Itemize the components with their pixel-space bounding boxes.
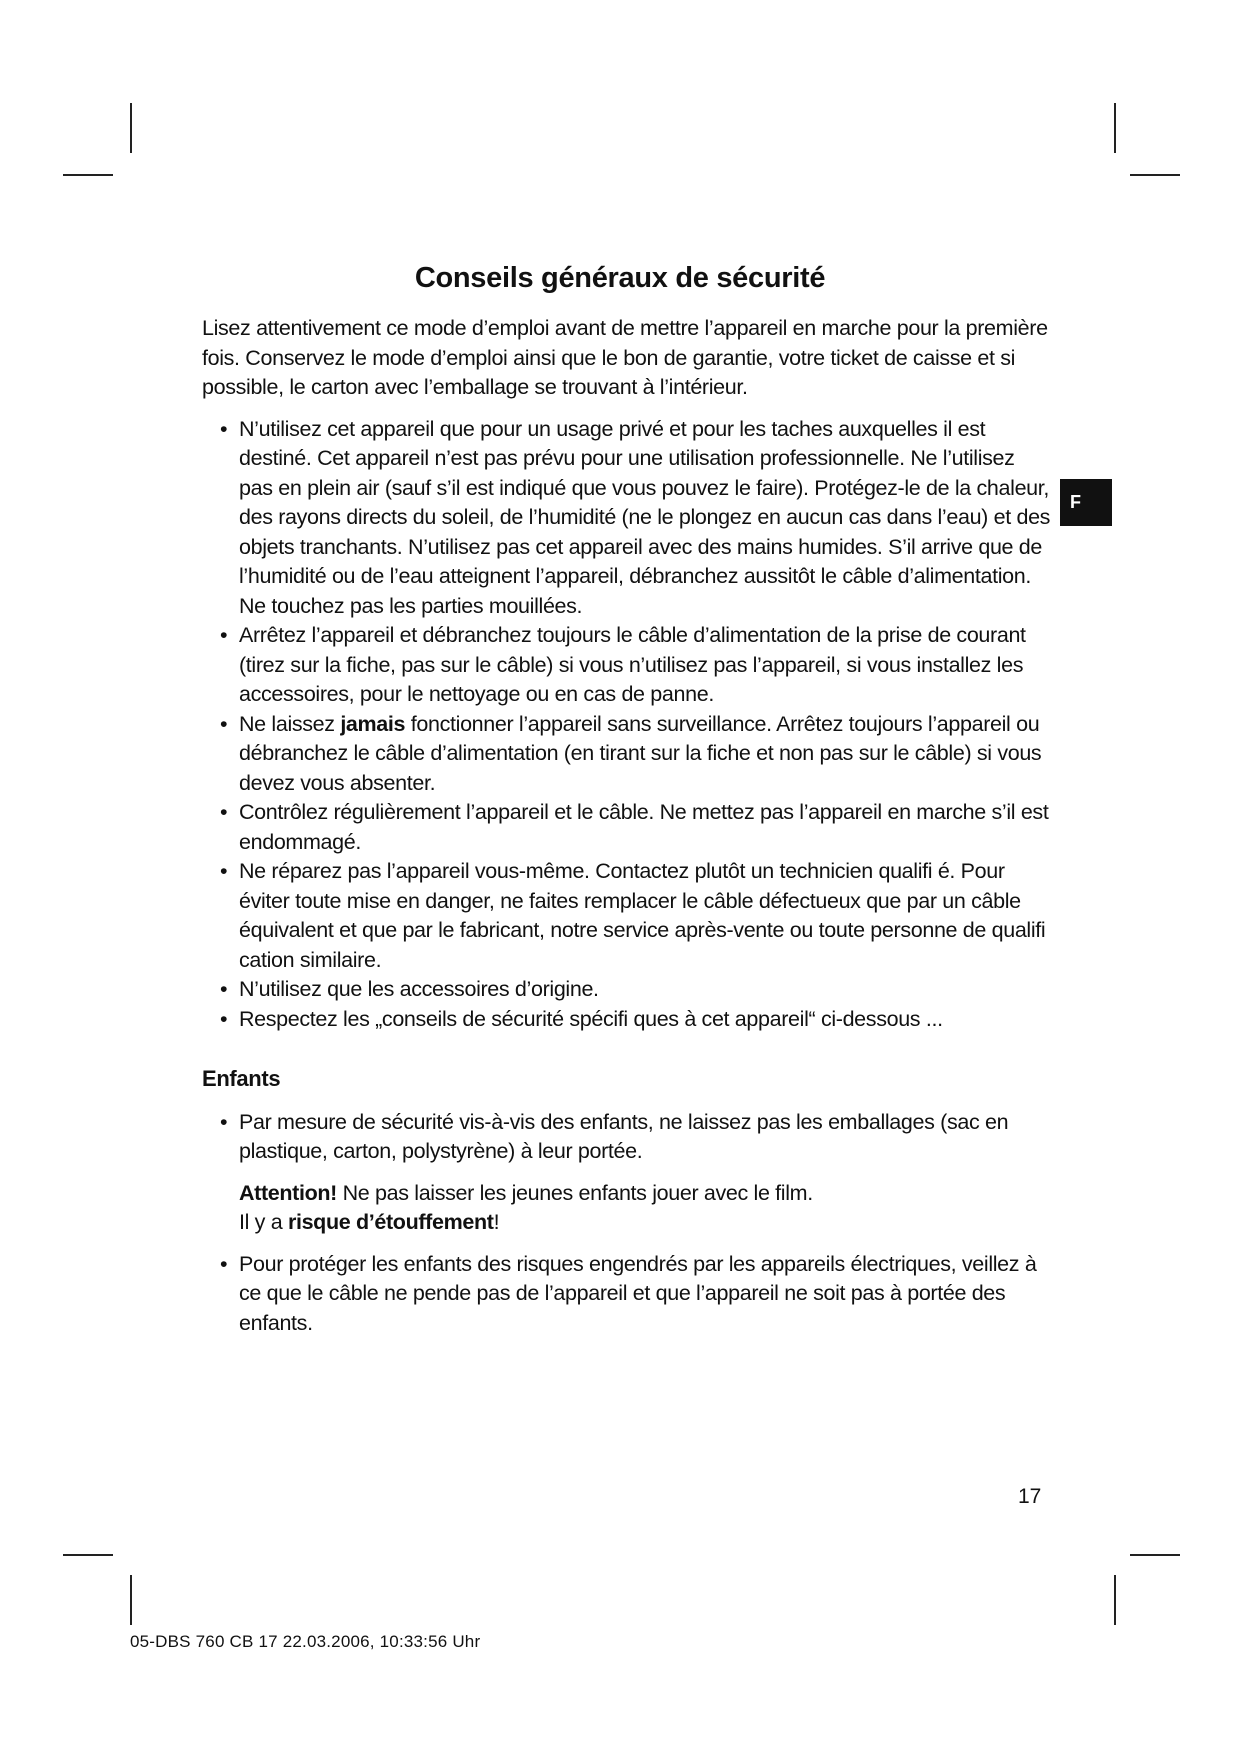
bullet-glyph: • [220, 800, 228, 824]
crop-mark-bottom-left-vertical [130, 1575, 132, 1625]
warning-label: Attention! [239, 1180, 337, 1205]
bullet-glyph: • [220, 977, 228, 1001]
bullet-glyph: • [220, 623, 228, 647]
list-item-text-post: fonctionner l’appareil sans surveillance. Arrêtez toujours l’appareil ou débranchez le câble d’alimentation (en tirant sur la fiche et non pas sur le câble) si vous devez vous absenter. [239, 711, 1042, 795]
page-number: 17 [1018, 1485, 1042, 1508]
warning-text-pre: Il y a [239, 1210, 288, 1234]
crop-mark-top-left-vertical [130, 103, 132, 153]
list-item-text: Arrêtez l’appareil et débranchez toujours le câble d’alimentation de la prise de courant (tirez sur la fiche, pas sur le câble) si vous n’utilisez pas l’appareil, si vous installez les accessoires, pour le nettoyage ou en cas de panne. [239, 623, 1026, 706]
print-footer: 05-DBS 760 CB 17 22.03.2006, 10:33:56 Uhr [130, 1632, 481, 1651]
list-item-text: Contrôlez régulièrement l’appareil et le câble. Ne mettez pas l’appareil en marche s’il est endommagé. [239, 800, 1049, 854]
list-item [202, 857, 1052, 975]
bullet-glyph: • [220, 711, 228, 736]
warning-line-1 [239, 1179, 1052, 1209]
list-item-emphasis: jamais [340, 711, 406, 736]
list-item-text: Ne réparez pas l’appareil vous-même. Contactez plutôt un technicien qualifi é. Pour éviter toute mise en danger, ne faites remplacer le câble défectueux que par un câble équivalent et que par le fabricant, notre service après-vente ou toute personne de qualifi cation similaire. [239, 859, 1046, 972]
list-item [202, 798, 1052, 857]
list-item [202, 621, 1052, 710]
list-item-text: N’utilisez que les accessoires d’origine. [239, 977, 599, 1001]
crop-mark-top-left-horizontal [63, 174, 113, 176]
safety-content [202, 314, 1052, 1338]
list-item-text: Pour protéger les enfants des risques engendrés par les appareils électriques, veillez à ce que le câble ne pende pas de l’appareil et que l’appareil ne soit pas à portée des enfants. [239, 1251, 1037, 1335]
children-list-2 [202, 1250, 1052, 1339]
warning-text: Ne pas laisser les jeunes enfants jouer avec le film. [337, 1180, 813, 1205]
language-tab: F [1060, 479, 1112, 526]
page-title: Conseils généraux de sécurité [414, 262, 826, 294]
list-item [202, 1250, 1052, 1339]
bullet-glyph: • [220, 1109, 228, 1134]
bullet-glyph: • [220, 859, 228, 883]
list-item [202, 1108, 1052, 1167]
list-item-text-pre: Ne laissez [239, 711, 341, 736]
warning-text-post: ! [493, 1210, 500, 1234]
list-item-text: N’utilisez cet appareil que pour un usage privé et pour les taches auxquelles il est destiné. Cet appareil n’est pas prévu pour une utilisation professionnelle. Ne l’utilisez pas en plein air (sauf s’il est indiqué que vous pouvez le faire). Protégez-le de la chaleur, des rayons directs du soleil, de l’humidité (ne le plongez en aucun cas dans l’eau) et des objets tranchants. N’utilisez pas cet appareil avec des mains humides. S’il arrive que de l’humidité ou de l’eau atteignent l’appareil, débranchez aussitôt le câble d’alimentation. Ne touchez pas les parties mouillées. [239, 416, 1051, 618]
safety-list [202, 415, 1052, 1035]
children-heading: Enfants [202, 1066, 281, 1091]
list-item [202, 975, 1052, 1005]
crop-mark-bottom-right-vertical [1114, 1575, 1116, 1625]
warning-line-2 [239, 1208, 1052, 1238]
bullet-glyph: • [220, 1006, 228, 1031]
bullet-glyph: • [220, 416, 228, 441]
crop-mark-bottom-left-horizontal [63, 1554, 113, 1556]
suffocation-warning [239, 1179, 1052, 1238]
bullet-glyph: • [220, 1251, 228, 1276]
intro-paragraph: Lisez attentivement ce mode d’emploi avant de mettre l’appareil en marche pour la première fois. Conservez le mode d’emploi ainsi que le bon de garantie, votre ticket de caisse et si possible, le carton avec l’emballage se trouvant à l’intérieur. [202, 316, 1048, 399]
list-item [202, 415, 1052, 622]
warning-emphasis: risque d’étouffement [287, 1210, 494, 1234]
crop-mark-top-right-vertical [1114, 103, 1116, 153]
children-list [202, 1108, 1052, 1167]
list-item [202, 710, 1052, 799]
crop-mark-bottom-right-horizontal [1130, 1554, 1180, 1556]
list-item [202, 1005, 1052, 1035]
crop-mark-top-right-horizontal [1130, 174, 1180, 176]
list-item-text: Respectez les „conseils de sécurité spécifi ques à cet appareil“ ci-dessous ... [239, 1006, 943, 1031]
list-item-text: Par mesure de sécurité vis-à-vis des enfants, ne laissez pas les emballages (sac en plastique, carton, polystyrène) à leur portée. [239, 1109, 1009, 1163]
